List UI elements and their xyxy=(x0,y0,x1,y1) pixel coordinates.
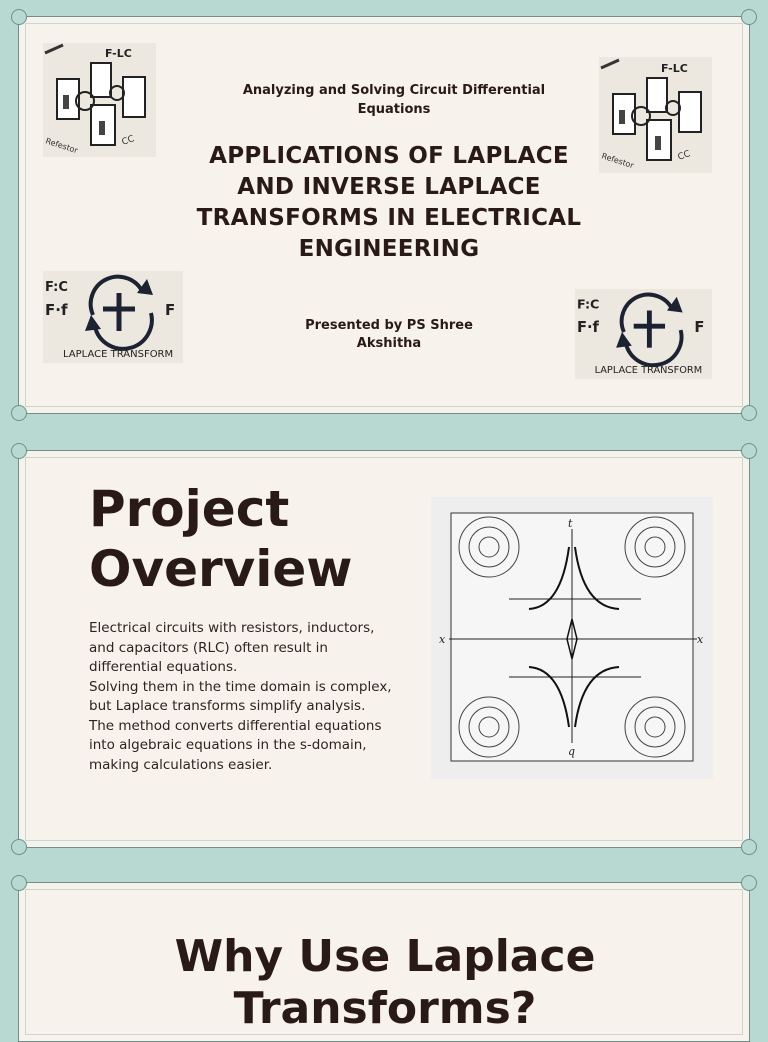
corner-ornament xyxy=(11,875,27,891)
section-title: Project Overview xyxy=(89,480,353,598)
overview-paragraph: Solving them in the time domain is complex, but Laplace transforms simplify analysis. xyxy=(89,678,392,714)
overview-paragraph: The method converts differential equations into algebraic equations in the s-domain, making calculations easier. xyxy=(89,717,382,773)
circuit-illustration-icon xyxy=(43,43,156,157)
svg-text:q: q xyxy=(568,745,576,758)
laplace-cycle-icon xyxy=(43,271,183,363)
svg-text:x: x xyxy=(697,633,704,646)
corner-ornament xyxy=(11,405,27,421)
corner-ornament xyxy=(11,443,27,459)
overview-slide xyxy=(18,450,750,848)
svg-text:F-LC: F-LC xyxy=(661,62,688,75)
slide-title: APPLICATIONS OF LAPLACE AND INVERSE LAPLACE TRANSFORMS IN ELECTRICAL ENGINEERING xyxy=(196,143,582,262)
svg-text:CC: CC xyxy=(120,134,136,148)
slide-subtitle: Analyzing and Solving Circuit Differential Equations xyxy=(242,83,546,117)
overview-paragraph: Electrical circuits with resistors, inductors, and capacitors (RLC) often result in differential equations. xyxy=(89,620,375,675)
svg-text:LAPLACE TRANSFORM: LAPLACE TRANSFORM xyxy=(594,365,703,377)
svg-text:F:C: F:C xyxy=(45,280,68,295)
title-slide xyxy=(18,16,750,414)
svg-text:t: t xyxy=(568,517,573,530)
laplace-cycle-icon xyxy=(575,289,712,379)
circuit-illustration-icon xyxy=(599,57,712,173)
corner-ornament xyxy=(741,9,757,25)
svg-text:F: F xyxy=(165,301,176,319)
svg-text:LAPLACE TRANSFORM: LAPLACE TRANSFORM xyxy=(63,349,174,360)
why-slide xyxy=(18,882,750,1042)
corner-ornament xyxy=(11,839,27,855)
transform-plot-icon xyxy=(431,497,713,779)
corner-ornament xyxy=(11,9,27,25)
svg-text:Refestor: Refestor xyxy=(600,151,635,171)
corner-ornament xyxy=(741,405,757,421)
svg-text:F: F xyxy=(694,319,705,337)
section-title: Why Use Laplace Transforms? xyxy=(174,931,596,1034)
svg-text:F·f: F·f xyxy=(576,319,599,337)
svg-text:F-LC: F-LC xyxy=(105,47,132,60)
overview-text xyxy=(89,619,399,775)
corner-ornament xyxy=(741,443,757,459)
svg-text:x: x xyxy=(439,633,446,646)
corner-ornament xyxy=(741,839,757,855)
svg-text:Refestor: Refestor xyxy=(44,136,79,156)
svg-text:CC: CC xyxy=(676,149,692,163)
corner-ornament xyxy=(741,875,757,891)
presenter-name: Presented by PS Shree Akshitha xyxy=(305,318,473,351)
svg-text:F·f: F·f xyxy=(45,301,68,319)
svg-text:F:C: F:C xyxy=(576,296,600,312)
